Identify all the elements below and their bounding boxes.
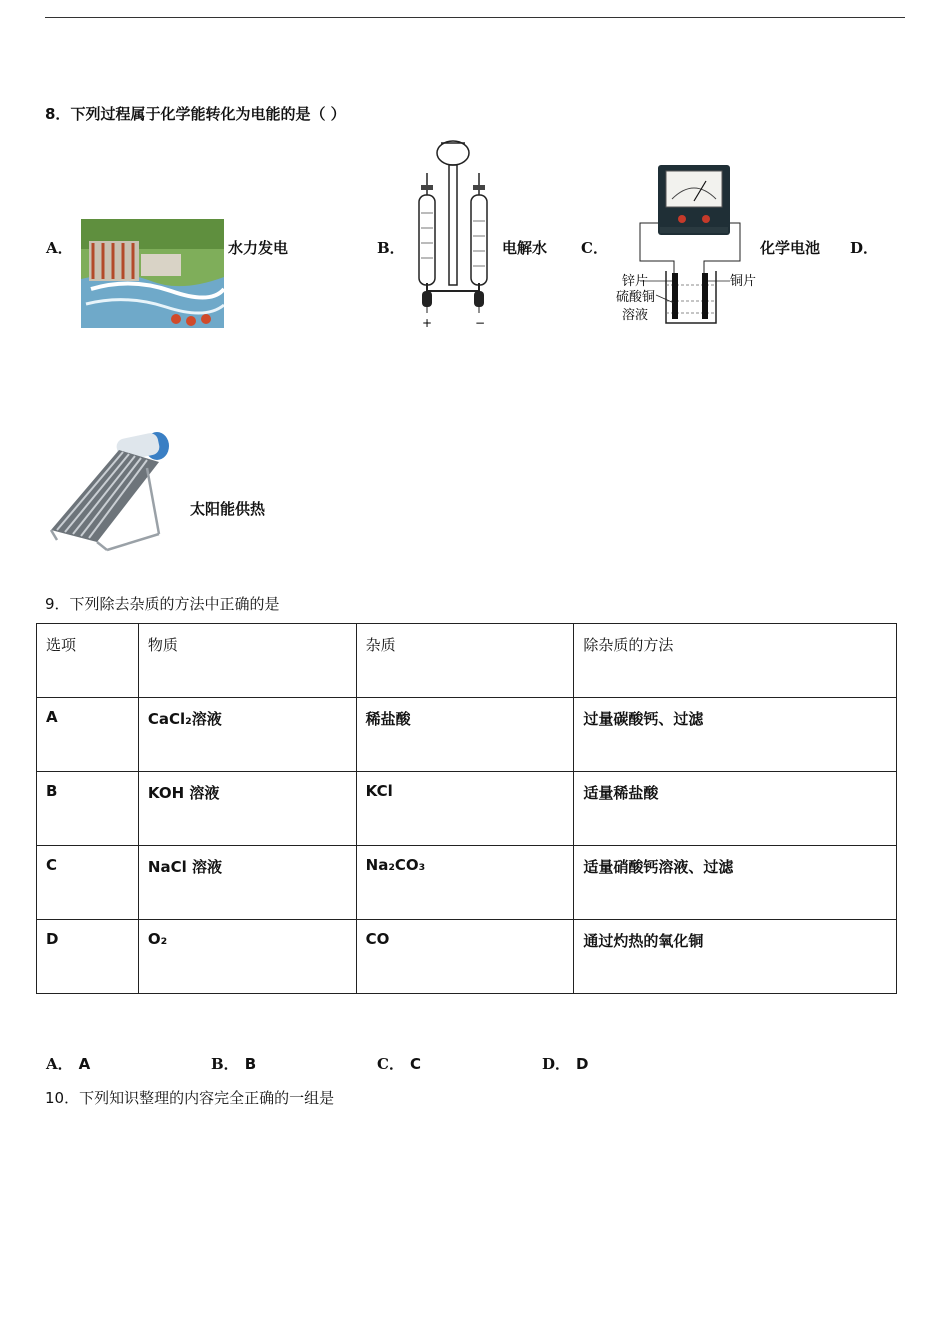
- solution-label: 溶液: [622, 308, 649, 323]
- header-method: 除杂质的方法: [574, 624, 897, 698]
- option-a-label: 水力发电: [228, 239, 289, 257]
- table-row: [37, 920, 897, 994]
- cell-impurity: 稀盐酸: [356, 698, 574, 772]
- impurity-removal-table: [36, 623, 897, 994]
- cell-method: 适量硝酸钙溶液、过滤: [574, 846, 897, 920]
- question-8-stem: 下列过程属于化学能转化为电能的是（ ）: [70, 105, 346, 123]
- answer-choice-b[interactable]: [211, 1053, 256, 1074]
- answer-choice-a[interactable]: [46, 1053, 90, 1074]
- answer-b-value: B: [244, 1055, 257, 1073]
- option-a-letter: A．: [46, 239, 73, 257]
- answer-d-letter: D．: [542, 1055, 571, 1073]
- answer-choice-c[interactable]: [377, 1053, 421, 1074]
- option-d-letter: D．: [850, 239, 879, 257]
- cell-impurity: CO: [356, 920, 574, 994]
- positive-terminal-label: +: [422, 316, 433, 330]
- electrolysis-apparatus: [405, 133, 500, 333]
- option-d-label: 太阳能供热: [190, 500, 266, 518]
- header-substance: 物质: [138, 624, 356, 698]
- header-rule: [45, 17, 905, 18]
- answer-d-value: D: [576, 1055, 589, 1073]
- answer-a-value: A: [78, 1055, 91, 1073]
- cell-substance: CaCl₂溶液: [138, 698, 356, 772]
- header-option: 选项: [37, 624, 139, 698]
- question-9-stem: 下列除去杂质的方法中正确的是: [69, 595, 280, 613]
- question-9-number: 9．: [45, 595, 70, 613]
- table-row: [37, 698, 897, 772]
- question-10: [45, 1087, 334, 1108]
- solar-water-heater-image: [47, 430, 173, 554]
- question-9: [45, 593, 280, 614]
- galvanic-cell-diagram: [612, 163, 760, 333]
- zinc-plate-label: 锌片: [622, 274, 649, 289]
- copper-sulfate-label: 硫酸铜: [616, 290, 656, 305]
- answer-b-letter: B．: [211, 1055, 239, 1073]
- question-8: [45, 103, 346, 124]
- option-b-letter: B．: [377, 239, 405, 257]
- cell-method: 过量碳酸钙、过滤: [574, 698, 897, 772]
- table-row: [37, 772, 897, 846]
- cell-substance: NaCl 溶液: [138, 846, 356, 920]
- question-10-number: 10．: [45, 1089, 80, 1107]
- answer-a-letter: A．: [46, 1055, 73, 1073]
- cell-impurity: KCl: [356, 772, 574, 846]
- question-10-stem: 下列知识整理的内容完全正确的一组是: [79, 1089, 335, 1107]
- cell-substance: KOH 溶液: [138, 772, 356, 846]
- copper-plate-label: 铜片: [730, 274, 757, 289]
- question-8-number: 8．: [45, 105, 71, 123]
- header-impurity: 杂质: [356, 624, 574, 698]
- cell-substance: O₂: [138, 920, 356, 994]
- answer-c-letter: C．: [377, 1055, 404, 1073]
- table-header-row: [37, 624, 897, 698]
- cell-impurity: Na₂CO₃: [356, 846, 574, 920]
- negative-terminal-label: −: [475, 316, 486, 330]
- cell-option: A: [37, 698, 139, 772]
- hydropower-image: [81, 219, 224, 328]
- answer-c-value: C: [409, 1055, 421, 1073]
- option-c-label: 化学电池: [760, 239, 821, 257]
- option-b-label: 电解水: [502, 239, 548, 257]
- cell-option: C: [37, 846, 139, 920]
- answer-choice-d[interactable]: [542, 1053, 588, 1074]
- cell-option: B: [37, 772, 139, 846]
- option-c-letter: C．: [581, 239, 608, 257]
- cell-method: 通过灼热的氧化铜: [574, 920, 897, 994]
- cell-option: D: [37, 920, 139, 994]
- table-row: [37, 846, 897, 920]
- cell-method: 适量稀盐酸: [574, 772, 897, 846]
